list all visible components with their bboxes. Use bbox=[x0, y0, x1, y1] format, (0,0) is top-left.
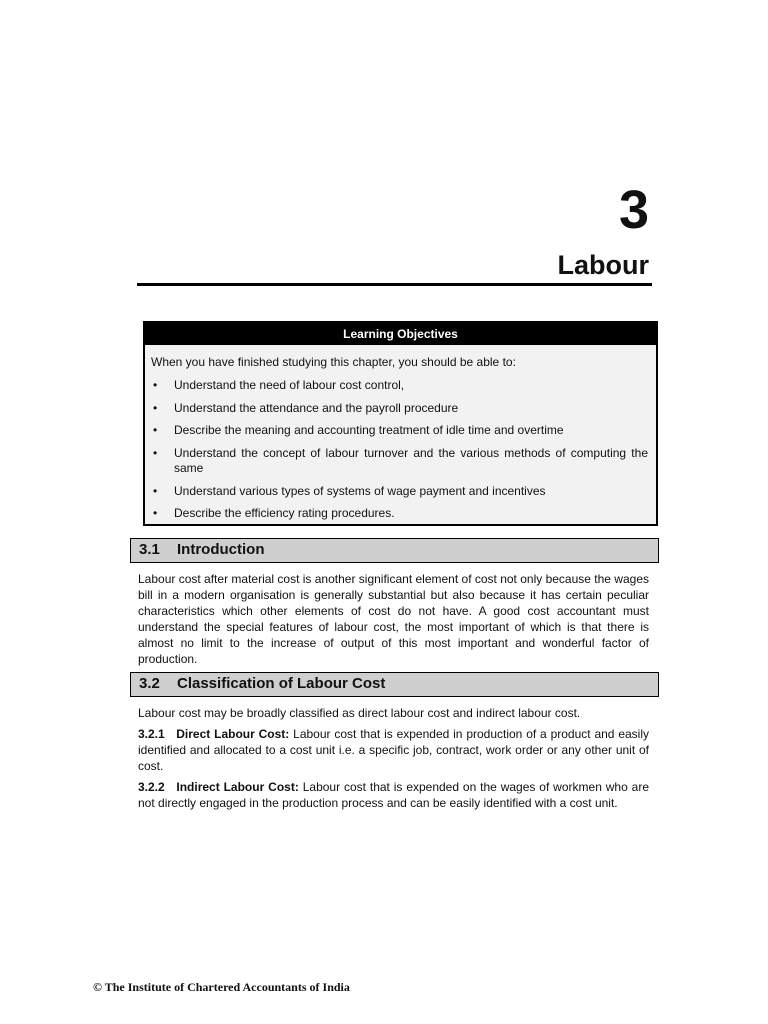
copyright-footer: © The Institute of Chartered Accountants of India bbox=[93, 980, 350, 994]
learning-objectives-box bbox=[143, 321, 658, 526]
direct-labour-cost-paragraph bbox=[138, 726, 649, 774]
objective-item: • Understand the attendance and the payroll procedure bbox=[151, 401, 648, 417]
chapter-number: 3 bbox=[618, 180, 649, 240]
section-heading-introduction bbox=[130, 538, 659, 563]
introduction-paragraph: Labour cost after material cost is another significant element of cost not only because the wages bill in a modern organisation is generally substantial but also because it has certain peculiar characteristics which other elements of cost do not have. A good cost accountant must understand the special features of labour cost, the most important of which is that there is almost no limit to the increase of output of this most important and wonderful factor of production. bbox=[138, 572, 649, 666]
learning-objectives-list bbox=[145, 378, 656, 522]
objective-item: • Understand the need of labour cost control, bbox=[151, 378, 648, 394]
learning-objectives-header: Learning Objectives bbox=[145, 323, 656, 345]
classification-intro-paragraph: Labour cost may be broadly classified as direct labour cost and indirect labour cost. bbox=[138, 706, 581, 720]
objective-item: • Understand the concept of labour turnover and the various methods of computing the same bbox=[151, 446, 648, 477]
section-title: Introduction bbox=[177, 541, 265, 558]
learning-objectives-intro: When you have finished studying this chapter, you should be able to: bbox=[151, 355, 516, 369]
subsection-term: Indirect Labour Cost: bbox=[176, 780, 299, 794]
section-heading-classification bbox=[130, 672, 659, 697]
objective-item: • Understand various types of systems of wage payment and incentives bbox=[151, 484, 648, 500]
objective-item: • Describe the meaning and accounting treatment of idle time and overtime bbox=[151, 423, 648, 439]
subsection-text: Labour cost that is expended on the wages of workmen who are not directly engaged in the production process and can be easily identified with a cost unit. bbox=[138, 780, 649, 810]
subsection-number: 3.2.1 bbox=[138, 727, 165, 741]
section-number: 3.2 bbox=[139, 675, 160, 692]
objective-item: • Describe the efficiency rating procedures. bbox=[151, 506, 648, 522]
title-divider bbox=[137, 283, 652, 286]
subsection-term: Direct Labour Cost: bbox=[176, 727, 290, 741]
subsection-text: Labour cost that is expended in production of a product and easily identified and allocated to a cost unit i.e. a specific job, contract, work order or any other unit of cost. bbox=[138, 727, 649, 773]
subsection-number: 3.2.2 bbox=[138, 780, 165, 794]
chapter-title: Labour bbox=[557, 250, 649, 280]
indirect-labour-cost-paragraph bbox=[138, 779, 649, 811]
section-title: Classification of Labour Cost bbox=[177, 675, 386, 692]
section-number: 3.1 bbox=[139, 541, 160, 558]
